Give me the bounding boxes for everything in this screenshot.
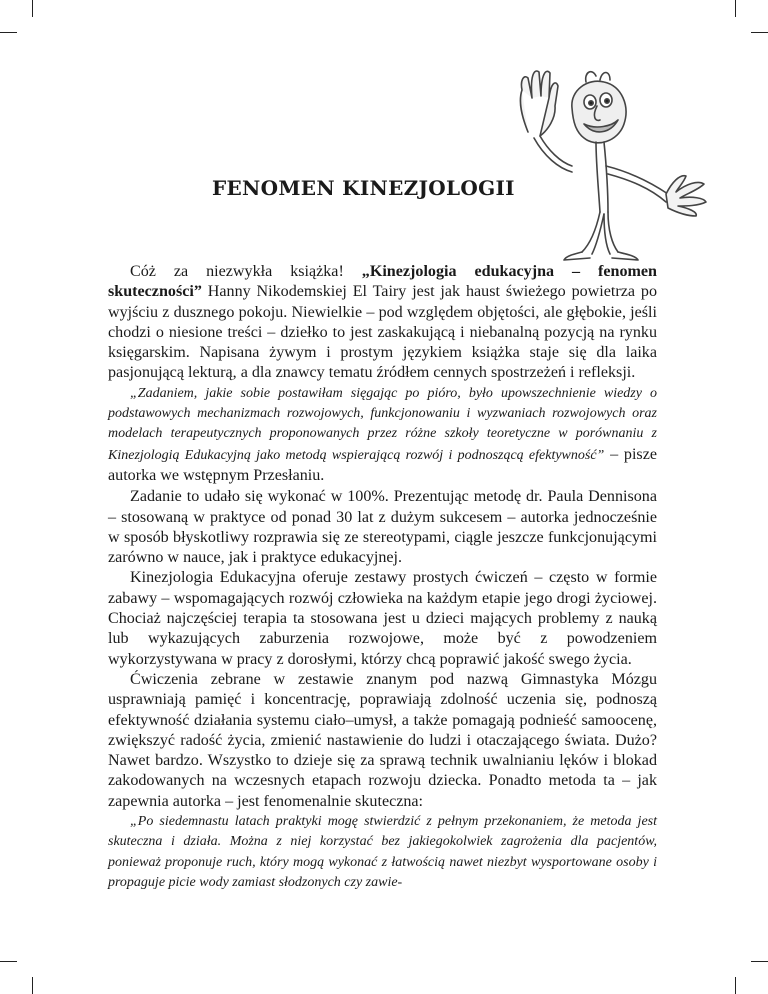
paragraph: Ćwiczenia zebrane w zestawie znanym pod nazwą Gimnastyka Mózgu usprawniają pamięć i koncentrację, poprawiają zdolność uczenia się, podnoszą efektywność działania systemu ciało–umysł, a także pomagają podnieść samoocenę, zwiększyć radość życia, zmienić nastawienie do ludzi i otaczającego świata. Dużo? Nawet bardzo. Wszystko to dzieje się za sprawą technik uwalnianiu lęków i blokad zakodowanych na wczesnych etapach rozwoju dziecka. Ponadto metoda ta – jak zapewnia autorka – jest fenomenalnie skuteczna:	[108, 670, 657, 810]
crop-mark	[735, 977, 736, 994]
crop-mark	[0, 32, 17, 33]
crop-mark	[32, 0, 33, 17]
paragraph-text: Cóż za niezwykła książka!	[130, 263, 362, 280]
crop-mark	[0, 961, 17, 962]
paragraph: Zadanie to udało się wykonać w 100%. Prezentując metodę dr. Paula Dennisona – stosowaną w praktyce od ponad 30 lat z dużym sukcesem – autorka jednocześnie w sposób błyskotliwy rozprawia się ze stereotypami, ciągle jeszcze funkcjonującymi zarówno w nauce, jak i praktyce edukacyjnej.	[108, 488, 657, 567]
quote-paragraph	[108, 384, 657, 487]
paragraph: Kinezjologia Edukacyjna oferuje zestawy prostych ćwiczeń – często w formie zabawy – wspomagających rozwój człowieka na każdym etapie jego drogi życiowej. Chociaż najczęściej terapia ta stosowana jest u dzieci mających problemy z nauką lub wykazujących zaburzenia rozwojowe, może być z powodzeniem wykorzystywana w pracy z dorosłymi, którzy chcą poprawić jakość swego życia.	[108, 569, 657, 668]
paragraph	[108, 262, 657, 384]
article-body	[108, 262, 657, 893]
crop-mark	[32, 977, 33, 994]
quote-text: „Po siedemnastu latach praktyki mogę stwierdzić z pełnym przekonaniem, że metoda jest skuteczna i działa. Można z niej korzystać bez jakiegokolwiek zagrożenia dla pacjentów, ponieważ proponuje ruch, który mogą wykonać z łatwością nawet niezbyt wysportowane osoby i propaguje picie wody zamiast słodzonych czy zawie-	[108, 814, 657, 890]
cartoon-figure-waving-illustration	[500, 62, 712, 262]
book-title-bold: „Kinezjologia edukacyjna – fenomen skuteczności”	[108, 263, 658, 301]
crop-mark	[751, 961, 768, 962]
crop-mark	[735, 0, 736, 17]
page-title: FENOMEN KINEZJOLOGII	[212, 176, 515, 200]
crop-mark	[751, 32, 768, 33]
paragraph-text: Hanny Nikodemskiej El Tairy jest jak haust świeżego powietrza po wyjściu z dusznego pokoju. Niewielkie – pod względem objętości, ale głębokie, jeśli chodzi o niesione treści – dziełko to jest zaskakującą i niebanalną pozycją na rynku księgarskim. Napisana żywym i prostym językiem książka staje się dla laika pasjonującą lekturą, a dla znawcy tematu źródłem cennych spostrzeżeń i refleksji.	[108, 283, 657, 382]
quote-paragraph	[108, 812, 657, 893]
quote-text: „Zadaniem, jakie sobie postawiłam sięgając po pióro, było upowszechnienie wiedzy o podstawowych mechanizmach rozwojowych, funkcjonowaniu i wyzwaniach rozwojowych oraz modelach terapeutycznych proponowanych przez różne szkoły teoretyczne w porównaniu z Kinezjologią Edukacyjną jako metodą wspierającą rozwój i podnoszącą efektywność”	[108, 385, 657, 463]
paragraph-text: – pisze autorka we wstępnym Przesłaniu.	[108, 445, 657, 484]
